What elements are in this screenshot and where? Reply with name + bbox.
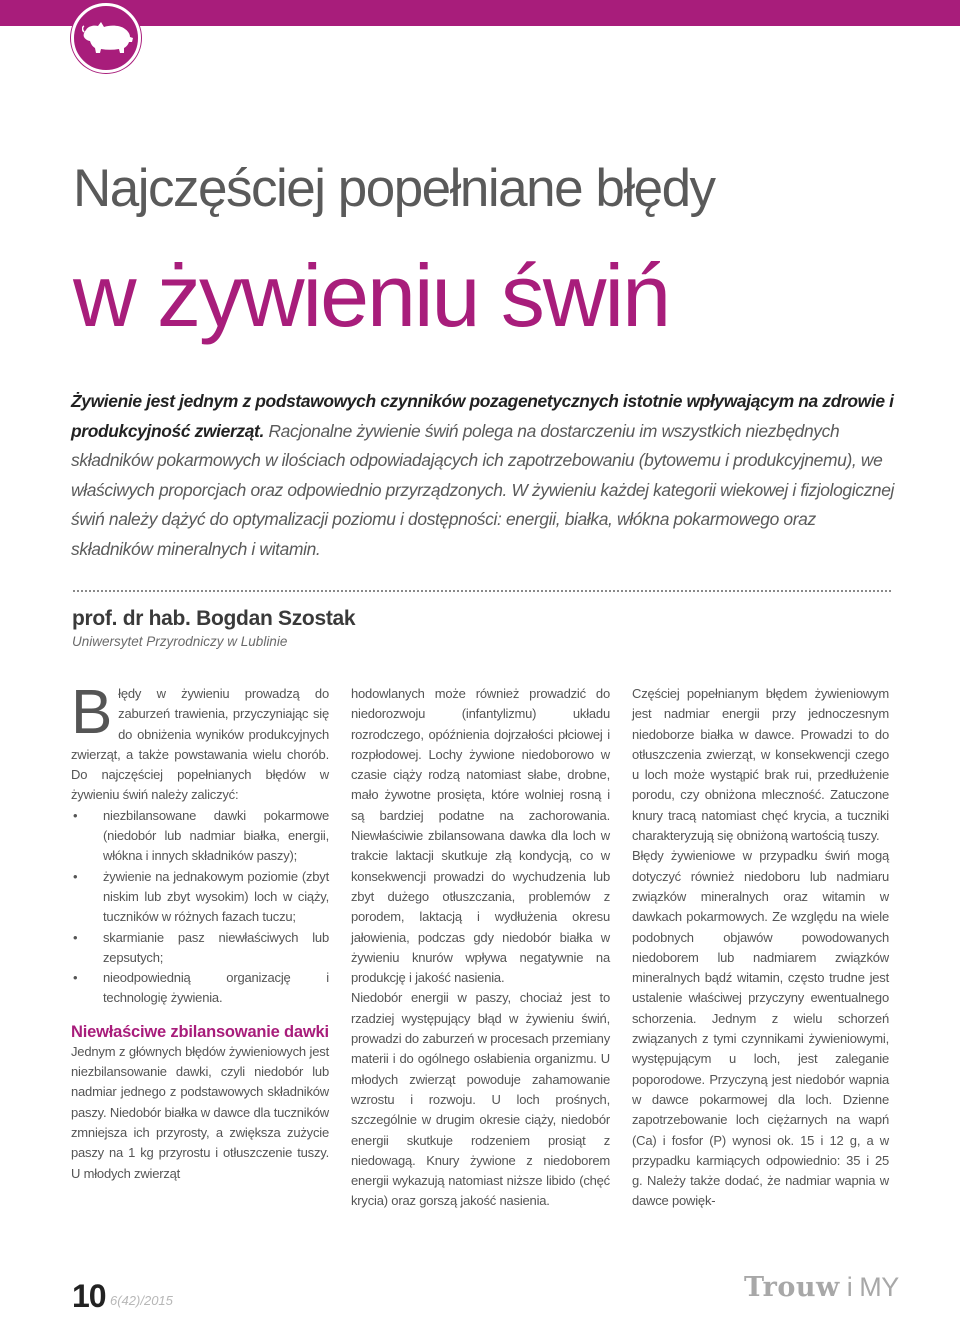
body-paragraph: Jednym z głównych błędów żywieniowych jest niezbilansowanie dawki, czyli niedobór lub nadmiar jednego z podstawowych składników paszy. Niedobór białka w dawce dla tuczników zmniejsza ich przyrosty, a zwiększa zużycie paszy na 1 kg przyrostu i otłuszczenie tuszy. U młodych zwierząt — [71, 1043, 329, 1181]
list-item: • żywienie na jednakowym poziomie (zbyt niskim lub zbyt wysokim) loch w ciąży, tuczników w różnych fazach tuczu; — [71, 867, 329, 928]
header-bar — [0, 0, 960, 26]
column-1 — [71, 678, 329, 1184]
issue-number: 6(42)/2015 — [110, 1293, 173, 1308]
column-3 — [632, 684, 889, 1212]
logo-imy: i MY — [839, 1272, 899, 1302]
list-item: • skarmianie pasz niewłaściwych lub zepsutych; — [71, 928, 329, 969]
title-line-1: Najczęściej popełniane błędy — [73, 159, 715, 218]
column-2 — [351, 684, 610, 1212]
title-line-2: w żywieniu świń — [73, 246, 669, 345]
author-affiliation: Uniwersytet Przyrodniczy w Lublinie — [72, 634, 288, 649]
body-paragraph: Częściej popełnianym błędem żywieniowym jest nadmiar energii przy jednoczesnym niedoborze białka w dawce. Prowadzi to do otłuszczenia zwierząt, w konsekwencji czego u loch może wystąpić brak rui, przedłużenie porodu, czy obniżona mleczność. Zatuczone knury tracą natomiast chęć krycia, a tuczniki charakteryzują się obniżoną wartością tuszy. — [632, 686, 889, 844]
logo-trouw: Trouw — [744, 1272, 840, 1303]
divider — [73, 590, 891, 592]
section-heading: Niewłaściwe zbilansowanie dawki — [71, 1022, 329, 1041]
lead-paragraph — [71, 387, 901, 564]
pig-icon — [82, 20, 134, 54]
body-paragraph: hodowlanych może również prowadzić do niedorozwoju (infantylizmu) układu rozrodczego, opóźnienia dojrzałości płciowej i rozpłodowej. Lochy żywione niedoborowo w czasie ciąży rodzą natomiast słabe, drobne, mało żywotne prosięta, które wolniej rosną i są bardziej podatne na zachorowania. Niewłaściwie zbilansowana dawka dla loch w trakcie laktacji skutkuje złą kondycją, co w konsekwencji prowadzi do wychudzenia lub zbyt dużego otłuszczania, problemów z porodem, laktacją i wydłużenia okresu jałowienia, podczas gdy niedobór białka w żywieniu knurów wpływa negatywnie na produkcję i jakość nasienia. — [351, 686, 610, 986]
error-list — [71, 806, 329, 1009]
list-item: • niezbilansowane dawki pokarmowe (niedobór lub nadmiar białka, energii, włókna i innych składników paszy); — [71, 806, 329, 867]
body-paragraph: Niedobór energii w paszy, chociaż jest to rzadziej występujący błąd w żywieniu świń, prowadzi do zaburzeń w procesach przemiany materii i do ogólnego osłabienia organizmu. U młodych zwierząt powoduje zahamowanie wzrostu i rozwoju. U loch prośnych, szczególnie w drugim okresie ciąży, niedobór energii skutkuje rodzeniem prosiąt z niedowagą. Knury żywione z niedoborem energii wykazują natomiast niższe libido (chęć krycia) oraz gorszą jakość nasienia. — [351, 990, 610, 1209]
lead-bold: Żywienie jest jednym z podstawowych czynników pozagenetycznych istotnie wpływającym na zdrowie i produkcyjność zwierząt. — [71, 391, 894, 441]
page-number: 10 — [72, 1278, 106, 1314]
lead-text: Racjonalne żywienie świń polega na dostarczeniu im wszystkich niezbędnych składników pokarmowych w ilościach odpowiadających ich zapotrzebowaniu (bytowemu i produkcyjnemu), we właściwych proporcjach oraz odpowiednio przyrządzonych. W żywieniu każdej kategorii wiekowej i fizjologicznej świń należy dążyć do optymalizacji poziomu i dostępności: energii, białka, włókna pokarmowego oraz składników mineralnych i witamin. — [71, 420, 895, 559]
section-badge — [71, 3, 141, 73]
body-paragraph: Błędy żywieniowe w przypadku świń mogą dotyczyć również niedoboru lub nadmiaru związków mineralnych oraz witamin w dawkach pokarmowych. Ze względu na wiele podobnych objawów powodowanych niedoborem lub nadmiarem związków mineralnych bądź witamin, często trudne jest ustalenie właściwej przyczyny ewentualnego schorzenia. Jednym z wielu schorzeń związanych z tymi czynnikami żywieniowymi, występującym u loch, jest zaleganie poporodowe. Przyczyną jest niedobór wapnia w dawce pokarmowej dla loch. Dzienne zapotrzebowanie loch ciężarnych na wapń (Ca) i fosfor (P) wynosi ok. 15 i 12 g, a w przypadku karmiących odpowiednio: 35 i 25 g. Należy także dodać, że nadmiar wapnia w dawce powięk- — [632, 848, 889, 1209]
author-name: prof. dr hab. Bogdan Szostak — [72, 607, 356, 630]
intro-paragraph: Błędy w żywieniu prowadzą do zaburzeń trawienia, przyczyniając się do obniżenia wyników produkcyjnych zwierząt, a także powstawania wielu chorób. Do najczęściej popełnianych błędów w żywieniu świń należy zaliczyć: — [71, 678, 329, 803]
list-item: • nieodpowiednią organizację i technologię żywienia. — [71, 968, 329, 1009]
magazine-logo — [744, 1272, 899, 1303]
drop-cap: B — [71, 678, 113, 747]
